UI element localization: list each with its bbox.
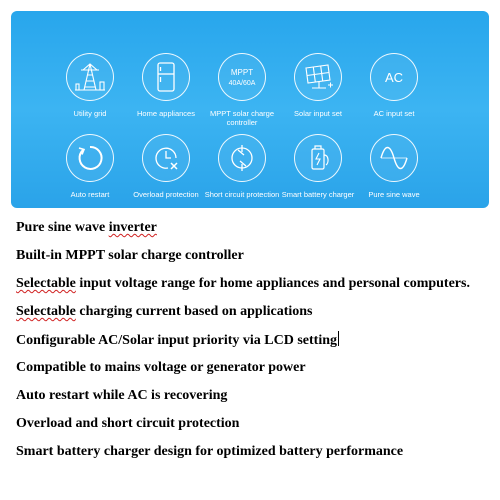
feature-line-text: Compatible to mains voltage or generator power — [16, 360, 306, 375]
feature-line-text: charging current based on applications — [75, 304, 313, 319]
feature-icon-circle — [142, 53, 190, 101]
feature-icon-circle — [66, 53, 114, 101]
battery-icon — [301, 141, 335, 175]
feature-icon-circle — [218, 134, 266, 182]
feature-label: Auto restart — [70, 190, 110, 199]
feature-icon-circle — [370, 53, 418, 101]
text-cursor — [338, 331, 339, 346]
short-circuit-icon — [225, 141, 259, 175]
feature-label: Pure sine wave — [368, 190, 420, 199]
feature-sine-wave — [354, 134, 434, 199]
clock-overload-icon — [149, 141, 183, 175]
feature-line — [16, 443, 496, 471]
feature-home-appliances — [126, 53, 206, 118]
feature-line — [16, 331, 496, 359]
feature-label: Utility grid — [73, 109, 107, 118]
ac-icon — [377, 60, 411, 94]
feature-solar-input — [278, 53, 358, 118]
feature-line — [16, 387, 496, 415]
feature-list — [16, 219, 496, 471]
feature-line-text: input voltage range for home appliances and personal computers. — [75, 276, 470, 291]
feature-short-circuit — [202, 134, 282, 199]
feature-line — [16, 303, 496, 331]
feature-icon-circle — [218, 53, 266, 101]
feature-overload — [126, 134, 206, 199]
feature-label: Smart battery charger — [281, 190, 355, 199]
feature-line — [16, 275, 496, 303]
power-tower-icon — [73, 60, 107, 94]
feature-icon-circle — [142, 134, 190, 182]
feature-label: Home appliances — [137, 109, 195, 118]
feature-auto-restart — [50, 134, 130, 199]
feature-line-text: Smart battery charger design for optimized battery performance — [16, 444, 404, 459]
feature-label: Overload protection — [133, 190, 199, 199]
feature-icon-circle — [370, 134, 418, 182]
feature-mppt — [202, 53, 282, 127]
feature-utility-grid — [50, 53, 130, 118]
feature-label: AC input set — [373, 109, 415, 118]
restart-icon — [73, 141, 107, 175]
feature-label: MPPT solar charge controller — [209, 109, 275, 127]
mppt-icon — [225, 60, 259, 94]
spellcheck-flagged-word: Selectable — [16, 276, 76, 291]
spellcheck-flagged-word: Selectable — [16, 304, 76, 319]
feature-icon-circle — [294, 53, 342, 101]
refrigerator-icon — [149, 60, 183, 94]
solar-panel-icon — [301, 60, 335, 94]
feature-icon-circle — [294, 134, 342, 182]
sine-wave-icon — [377, 141, 411, 175]
feature-label: Short circuit protection — [204, 190, 280, 199]
mppt-icon-rating: 40A/60A — [228, 80, 256, 87]
feature-line-text: Auto restart while AC is recovering — [16, 388, 228, 403]
feature-line — [16, 247, 496, 275]
feature-line — [16, 415, 496, 443]
feature-line-text: Built-in MPPT solar charge controller — [16, 248, 244, 263]
feature-ac-input — [354, 53, 434, 118]
feature-line-text: Pure sine wave — [16, 220, 109, 235]
feature-icon-circle — [66, 134, 114, 182]
feature-banner — [11, 11, 489, 208]
mppt-icon-text: MPPT — [230, 68, 254, 77]
ac-icon-text: AC — [384, 70, 404, 85]
feature-battery-charger — [278, 134, 358, 199]
feature-line — [16, 359, 496, 387]
spellcheck-flagged-word: inverter — [108, 220, 157, 235]
feature-line-text: Overload and short circuit protection — [16, 416, 240, 431]
feature-line-text: Configurable AC/Solar input priority via LCD setting — [16, 333, 337, 348]
feature-label: Solar input set — [294, 109, 342, 118]
feature-line — [16, 219, 496, 247]
